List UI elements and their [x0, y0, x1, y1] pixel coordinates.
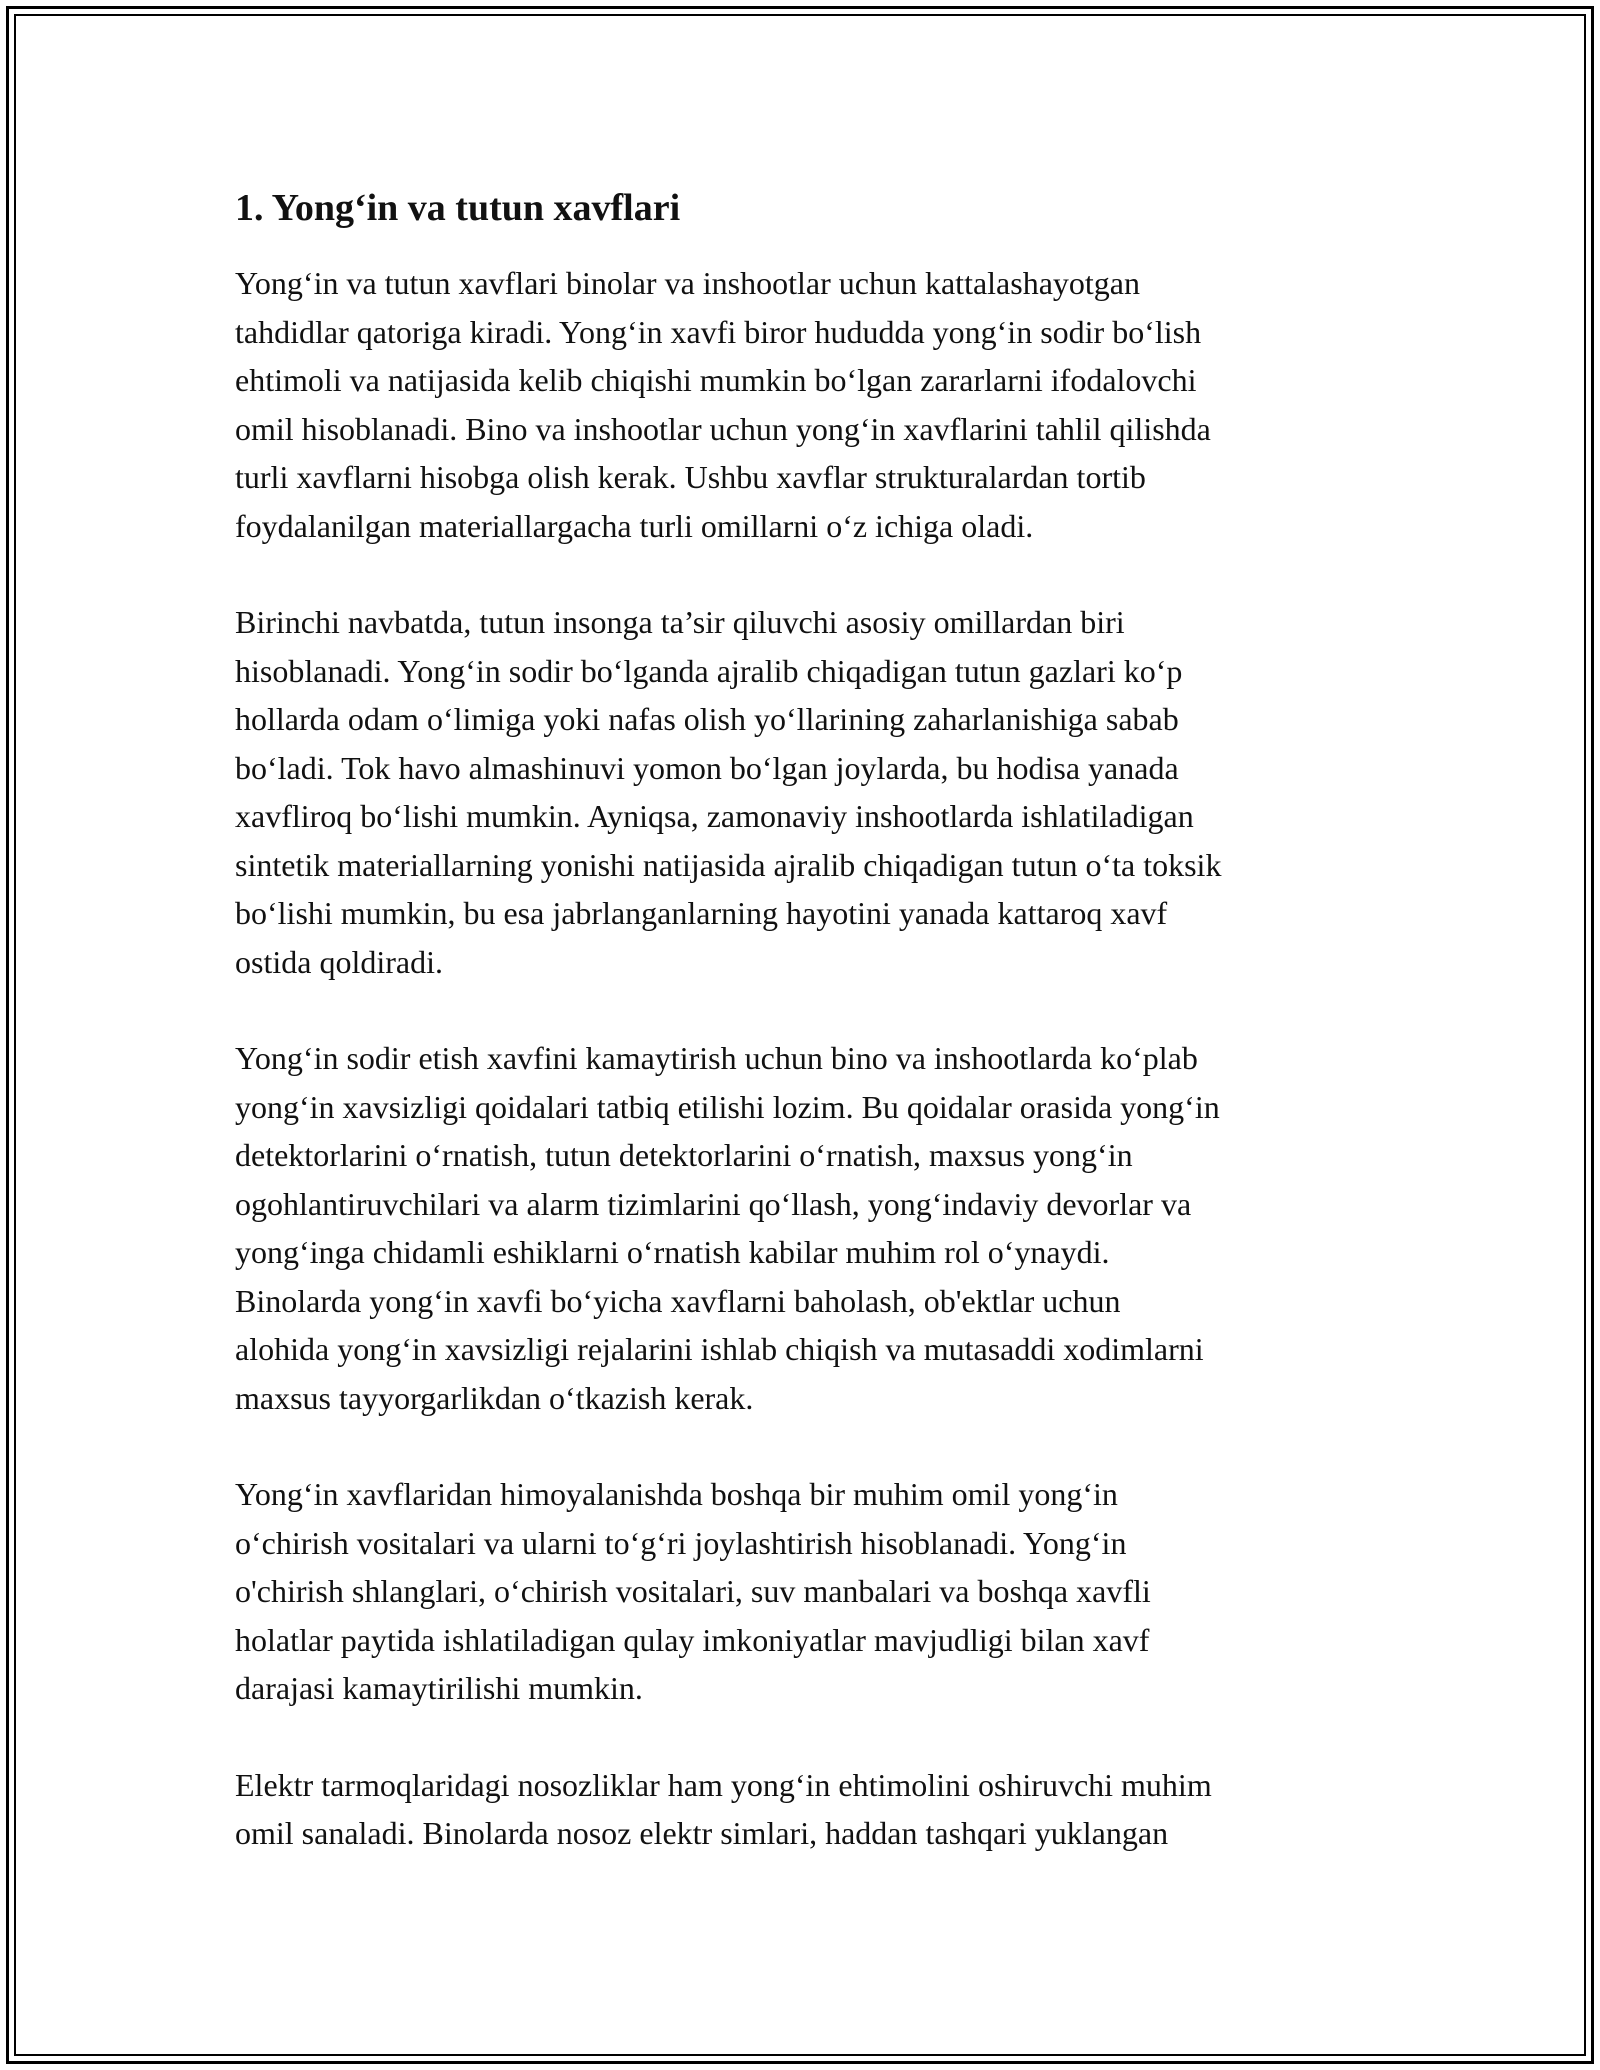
text-line: bo‘lishi mumkin, bu esa jabrlanganlarning hayotini yanada kattaroq xavf — [235, 895, 1168, 931]
text-line: xavfliroq bo‘lishi mumkin. Ayniqsa, zamonaviy inshootlarda ishlatiladigan — [235, 798, 1194, 834]
text-line: Yong‘in sodir etish xavfini kamaytirish uchun bino va inshootlarda ko‘plab — [235, 1040, 1198, 1076]
text-line: ogohlantiruvchilari va alarm tizimlarini qo‘llash, yong‘indaviy devorlar va — [235, 1185, 1192, 1222]
text-line: yong‘inga chidamli eshiklarni o‘rnatish kabilar muhim rol o‘ynaydi. — [235, 1234, 1110, 1270]
text-line: yong‘in xavsizligi qoidalari tatbiq etilishi lozim. Bu qoidalar orasida yong‘in — [235, 1088, 1220, 1125]
text-line: omil hisoblanadi. Bino va inshootlar uchun yong‘in xavflarini tahlil qilishda — [235, 410, 1211, 447]
document-body — [235, 185, 1375, 1906]
section-heading: 1. Yong‘in va tutun xavflari — [235, 187, 681, 229]
text-line: holatlar paytida ishlatiladigan qulay imkoniyatlar mavjudligi bilan xavf — [235, 1621, 1150, 1658]
paragraph-3 — [235, 1034, 1375, 1422]
text-line: foydalanilgan materiallargacha turli omillarni o‘z ichiga oladi. — [235, 507, 1034, 544]
text-line: hollarda odam o‘limiga yoki nafas olish yo‘llarining zaharlanishiga sabab — [235, 701, 1179, 737]
text-line: hisoblanadi. Yong‘in sodir bo‘lganda ajralib chiqadigan tutun gazlari ko‘p — [235, 652, 1183, 689]
text-line: ostida qoldiradi. — [235, 943, 443, 980]
text-line: bo‘ladi. Tok havo almashinuvi yomon bo‘lgan joylarda, bu hodisa yanada — [235, 749, 1179, 786]
text-line: maxsus tayyorgarlikdan o‘tkazish kerak. — [235, 1379, 754, 1416]
text-line: Yong‘in xavflaridan himoyalanishda boshqa bir muhim omil yong‘in — [235, 1476, 1118, 1512]
text-line: sintetik materiallarning yonishi natijasida ajralib chiqadigan tutun o‘ta toksik — [235, 846, 1222, 883]
text-line: omil sanaladi. Binolarda nosoz elektr simlari, haddan tashqari yuklangan — [235, 1815, 1169, 1851]
text-line: o‘chirish vositalari va ularni to‘g‘ri joylashtirish hisoblanadi. Yong‘in — [235, 1524, 1127, 1561]
text-line: ehtimoli va natijasida kelib chiqishi mumkin bo‘lgan zararlarni ifodalovchi — [235, 362, 1197, 398]
text-line: tahdidlar qatoriga kiradi. Yong‘in xavfi biror hududda yong‘in sodir bo‘lish — [235, 313, 1202, 350]
text-line: Binolarda yong‘in xavfi bo‘yicha xavflarni baholash, ob'ektlar uchun — [235, 1282, 1121, 1319]
paragraph-2 — [235, 598, 1375, 986]
text-line: alohida yong‘in xavsizligi rejalarini ishlab chiqish va mutasaddi xodimlarni — [235, 1331, 1204, 1367]
text-line: o'chirish shlanglari, o‘chirish vositalari, suv manbalari va boshqa xavfli — [235, 1573, 1151, 1609]
paragraph-1 — [235, 259, 1375, 550]
paragraph-5 — [235, 1761, 1375, 1858]
text-line: Birinchi navbatda, tutun insonga ta’sir qiluvchi asosiy omillardan biri — [235, 604, 1125, 640]
paragraph-4 — [235, 1470, 1375, 1713]
text-line: Yong‘in va tutun xavflari binolar va inshootlar uchun kattalashayotgan — [235, 265, 1140, 301]
text-line: Elektr tarmoqlaridagi nosozliklar ham yong‘in ehtimolini oshiruvchi muhim — [235, 1766, 1212, 1803]
text-line: darajasi kamaytirilishi mumkin. — [235, 1670, 643, 1706]
text-line: detektorlarini o‘rnatish, tutun detektorlarini o‘rnatish, maxsus yong‘in — [235, 1137, 1133, 1173]
text-line: turli xavflarni hisobga olish kerak. Ushbu xavflar strukturalardan tortib — [235, 459, 1146, 495]
